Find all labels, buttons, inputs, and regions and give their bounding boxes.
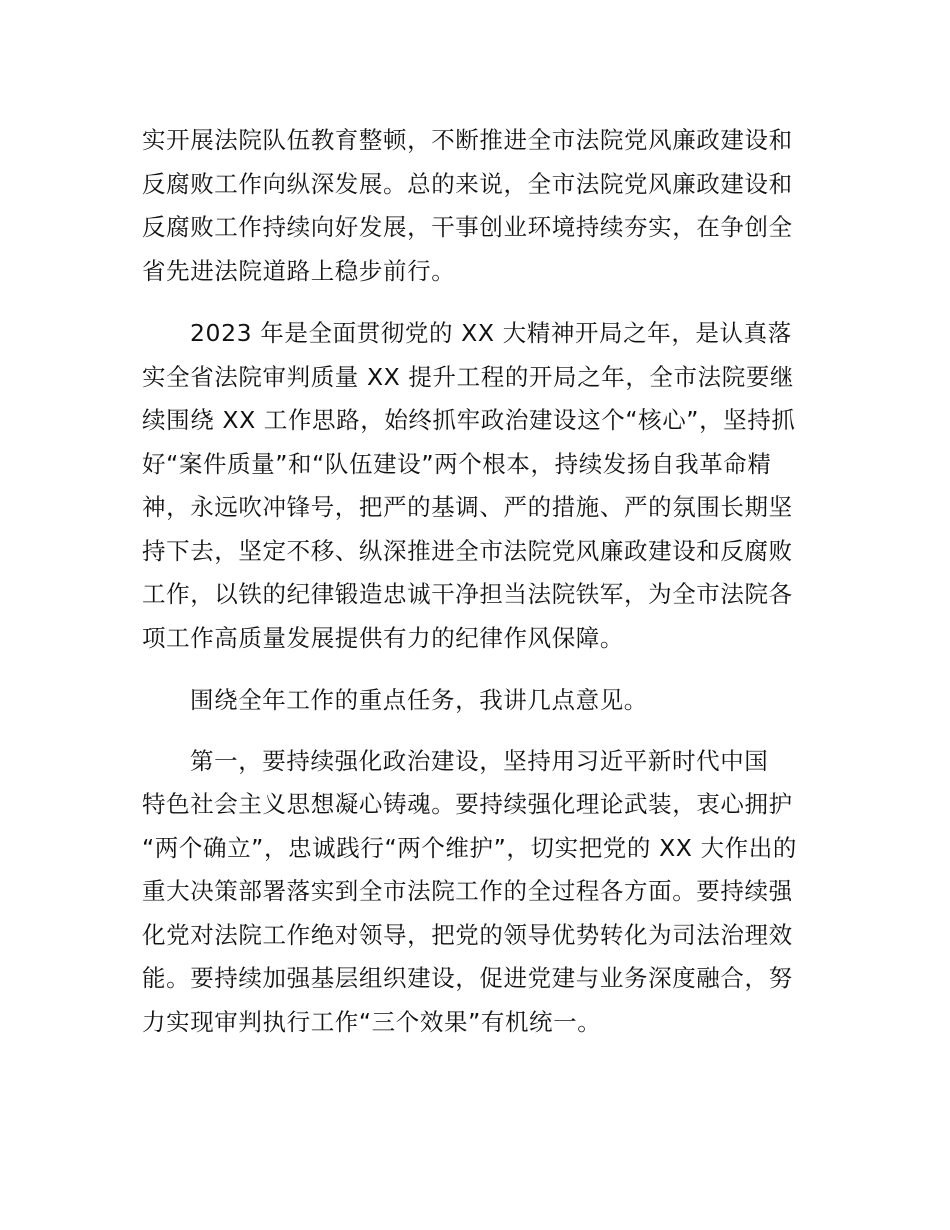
text-line: 能。要持续加强基层组织建设，促进党建与业务深度融合，努 [142, 964, 793, 992]
text-line: 省先进法院道路上稳步前行。 [142, 256, 456, 285]
text-line: “两个确立”，忠诚践行“两个维护”，切实把党的 XX 大作出的 [142, 833, 797, 862]
text-line: 化党对法院工作绝对领导，把党的领导优势转化为司法治理效 [142, 920, 793, 949]
paragraph-4 [142, 740, 814, 1045]
text-line: 持下去，坚定不移、纵深推进全市法院党风廉政建设和反腐败 [142, 536, 793, 565]
text-line: 力实现审判执行工作“三个效果”有机统一。 [142, 1007, 602, 1036]
text-line: 反腐败工作持续向好发展，干事创业环境持续夯实，在争创全 [142, 213, 793, 241]
text-line: 第一，要持续强化政治建设，坚持用习近平新时代中国 [190, 746, 769, 775]
text-line: 实开展法院队伍教育整顿，不断推进全市法院党风廉政建设和 [142, 126, 793, 154]
text-line: 特色社会主义思想凝心铸魂。要持续强化理论武装，衷心拥护 [142, 790, 793, 818]
paragraph-3 [142, 679, 814, 723]
document-body [142, 119, 814, 1044]
text-line: 好“案件质量”和“队伍建设”两个根本，持续发扬自我革命精 [142, 449, 772, 478]
text-line: 续围绕 XX 工作思路，始终抓牢政治建设这个“核心”，坚持抓 [142, 406, 796, 434]
text-line: 神，永远吹冲锋号，把严的基调、严的措施、严的氛围长期坚 [142, 493, 793, 521]
text-line: 工作，以铁的纪律锻造忠诚干净担当法院铁军，为全市法院各 [142, 580, 793, 608]
text-line: 反腐败工作向纵深发展。总的来说，全市法院党风廉政建设和 [142, 169, 793, 198]
text-line: 围绕全年工作的重点任务，我讲几点意见。 [190, 686, 648, 714]
text-line: 2023 年是全面贯彻党的 XX 大精神开局之年，是认真落 [190, 319, 792, 347]
paragraph-1 [142, 119, 814, 293]
text-line: 实全省法院审判质量 XX 提升工程的开局之年，全市法院要继 [142, 362, 795, 391]
text-line: 项工作高质量发展提供有力的纪律作风保障。 [142, 623, 624, 652]
text-line: 重大决策部署落实到全市法院工作的全过程各方面。要持续强 [142, 877, 793, 905]
paragraph-2 [142, 312, 814, 660]
